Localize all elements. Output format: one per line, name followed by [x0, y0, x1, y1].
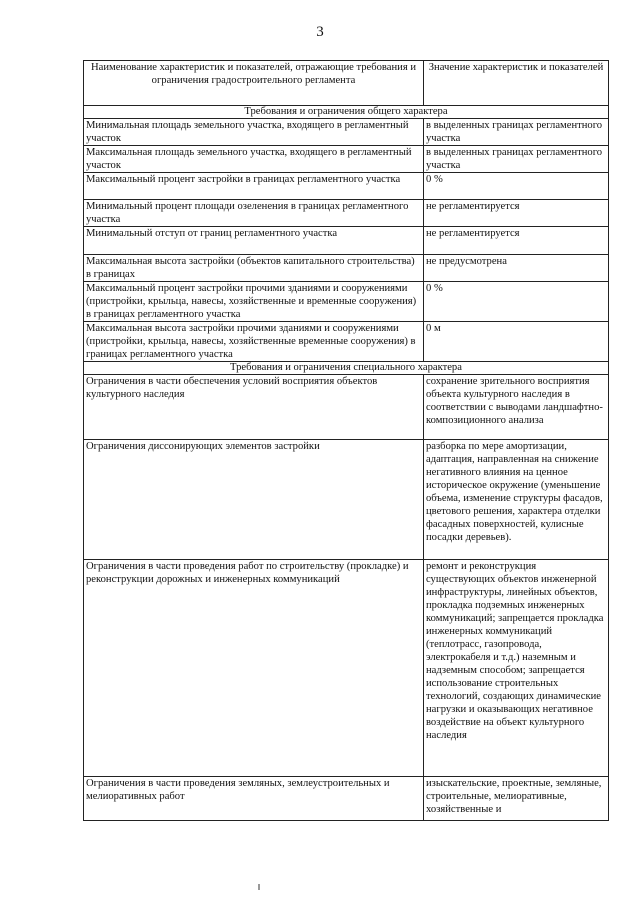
characteristic-name: Минимальный процент площади озеленения в границах регламентного участка — [84, 200, 424, 227]
table-row — [84, 255, 609, 282]
table-row — [84, 777, 609, 821]
table-row — [84, 440, 609, 560]
characteristic-value: в выделенных границах регламентного участка — [424, 146, 609, 173]
characteristic-name: Максимальная высота застройки (объектов капитального строительства) в границах — [84, 255, 424, 282]
header-characteristics: Наименование характеристик и показателей, отражающие требования и ограничения градостроительного регламента — [84, 61, 424, 106]
characteristic-name: Минимальная площадь земельного участка, входящего в регламентный участок — [84, 119, 424, 146]
characteristic-name: Ограничения в части проведения работ по строительству (прокладке) и реконструкции дорожных и инженерных коммуникаций — [84, 560, 424, 777]
page-number: 3 — [316, 24, 324, 40]
characteristic-name: Максимальная высота застройки прочими зданиями и сооружениями (пристройки, крыльца, навесы, хозяйственные временные сооружения) в границах регламентного участка — [84, 322, 424, 362]
header-values: Значение характеристик и показателей — [424, 61, 609, 106]
characteristic-value: 0 м — [424, 322, 609, 362]
characteristic-value: 0 % — [424, 282, 609, 322]
table-row — [84, 282, 609, 322]
table-row — [84, 375, 609, 440]
characteristic-name: Максимальный процент застройки прочими зданиями и сооружениями (пристройки, крыльца, навесы, хозяйственные и временные сооружения) в границах регламентного участка — [84, 282, 424, 322]
section-heading: Требования и ограничения общего характера — [84, 106, 609, 119]
characteristic-name: Ограничения в части проведения земляных, землеустроительных и мелиоративных работ — [84, 777, 424, 821]
characteristic-value: не регламентируется — [424, 227, 609, 255]
characteristic-value: не регламентируется — [424, 200, 609, 227]
table-row — [84, 322, 609, 362]
characteristic-name: Ограничения в части обеспечения условий восприятия объектов культурного наследия — [84, 375, 424, 440]
table-header-row — [84, 61, 609, 106]
characteristic-name: Минимальный отступ от границ регламентного участка — [84, 227, 424, 255]
characteristic-value: ремонт и реконструкция существующих объектов инженерной инфраструктуры, линейных объектов, прокладка подземных инженерных коммуникаций; запрещается прокладка инженерных коммуникаций (теплотрасс, газопровода, электрокабеля и т.д.) наземным и надземным способом; запрещается использование строительных технологий, создающих динамические нагрузки и оказывающих негативное воздействие на объект культурного наследия — [424, 560, 609, 777]
regulation-table — [83, 60, 609, 821]
characteristic-value: не предусмотрена — [424, 255, 609, 282]
table-row — [84, 227, 609, 255]
section-heading-row — [84, 362, 609, 375]
table-row — [84, 119, 609, 146]
table-row — [84, 560, 609, 777]
characteristic-value: разборка по мере амортизации, адаптация, направленная на снижение негативного влияния на ценное историческое окружение (уменьшение объема, изменение структуры фасадов, цветового решения, характера отделки фасадных поверхностей, кулисные посадки деревьев). — [424, 440, 609, 560]
section-heading-row — [84, 106, 609, 119]
table-row — [84, 173, 609, 200]
section-heading: Требования и ограничения специального характера — [84, 362, 609, 375]
scan-mark — [258, 884, 260, 890]
characteristic-value: изыскательские, проектные, земляные, строительные, мелиоративные, хозяйственные и — [424, 777, 609, 821]
characteristic-name: Максимальная площадь земельного участка, входящего в регламентный участок — [84, 146, 424, 173]
characteristic-name: Ограничения диссонирующих элементов застройки — [84, 440, 424, 560]
characteristic-name: Максимальный процент застройки в границах регламентного участка — [84, 173, 424, 200]
table-row — [84, 146, 609, 173]
characteristic-value: сохранение зрительного восприятия объекта культурного наследия в соответствии с выводами ландшафтно-композиционного анализа — [424, 375, 609, 440]
characteristic-value: 0 % — [424, 173, 609, 200]
table-row — [84, 200, 609, 227]
characteristic-value: в выделенных границах регламентного участка — [424, 119, 609, 146]
table-body — [84, 106, 609, 821]
